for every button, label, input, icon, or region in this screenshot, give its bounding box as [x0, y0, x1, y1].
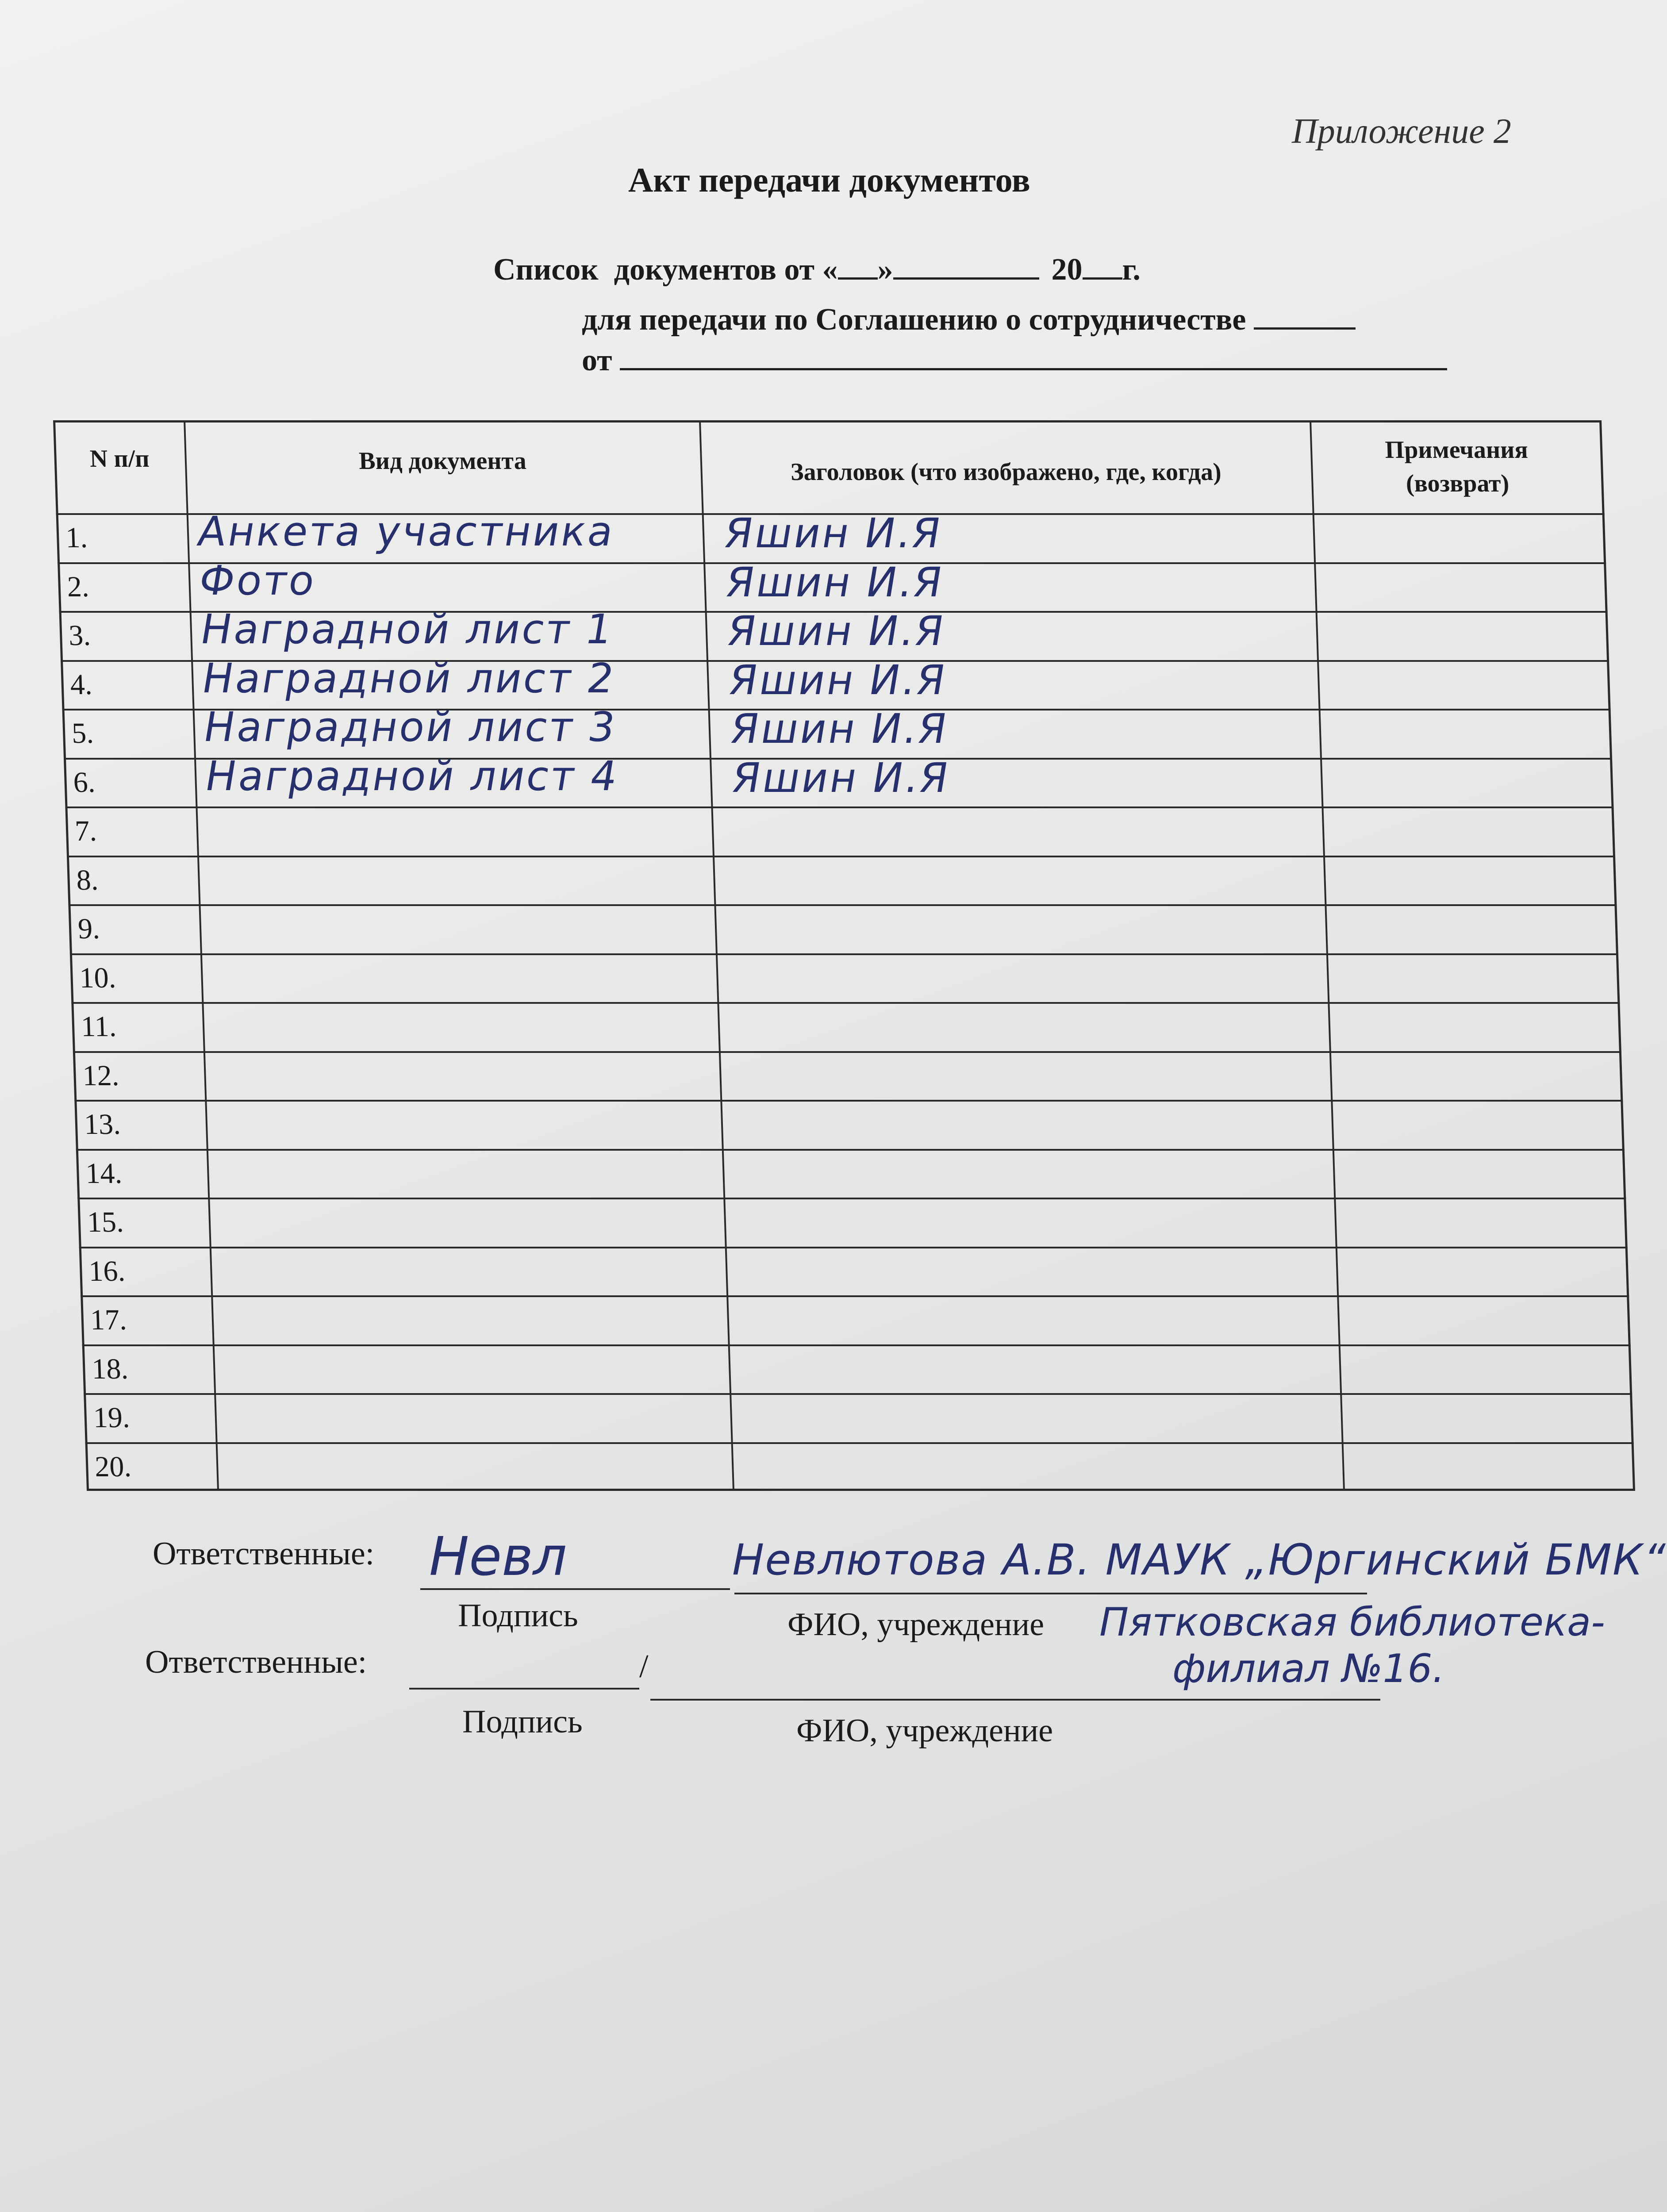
document-title: Акт передачи документов	[628, 161, 1030, 199]
header-number: N п/п	[89, 445, 150, 472]
agreement-blank	[1254, 300, 1356, 330]
agreement-line	[582, 300, 1356, 338]
row-number: 12.	[82, 1059, 120, 1092]
row-divider	[79, 1247, 1628, 1248]
documents-table	[53, 420, 1635, 1491]
row-divider	[71, 1002, 1620, 1004]
doc-type-cell: Анкета участника	[197, 508, 615, 555]
doc-type-cell: Наградной лист 4	[205, 752, 619, 800]
institution-1-line2: филиал №16.	[1172, 1646, 1445, 1691]
institution-1-line1: Пятковская библиотека-	[1099, 1599, 1605, 1645]
row-divider	[65, 806, 1613, 808]
from-label: от	[582, 343, 612, 377]
row-divider	[74, 1100, 1623, 1102]
fio-1: Невлютова А.В. МАУК „Юргинский БМК“	[732, 1535, 1667, 1585]
row-number: 17.	[89, 1304, 127, 1336]
signature-1: Невл	[429, 1526, 567, 1588]
title-cell: Яшин И.Я	[730, 705, 949, 753]
doc-type-cell: Наградной лист 3	[204, 703, 618, 751]
title-cell: Яшин И.Я	[725, 558, 945, 606]
signature-line-1	[420, 1588, 730, 1590]
header-notes: Примечания (возврат)	[1384, 436, 1529, 497]
row-number: 13.	[83, 1108, 121, 1141]
row-divider	[68, 904, 1617, 906]
row-divider	[76, 1149, 1625, 1151]
row-divider	[73, 1051, 1621, 1053]
list-date-line	[493, 250, 1141, 288]
signature-line-2	[409, 1688, 639, 1690]
title-cell: Яшин И.Я	[728, 656, 948, 704]
row-number: 18.	[91, 1352, 129, 1385]
header-title: Заголовок (что изображено, где, когда)	[790, 458, 1222, 486]
month-blank	[893, 250, 1039, 280]
row-number: 6.	[73, 766, 96, 799]
row-number: 19.	[92, 1402, 131, 1434]
row-number: 16.	[88, 1255, 126, 1287]
row-divider	[77, 1198, 1626, 1199]
row-divider	[81, 1295, 1629, 1297]
doc-type-cell: Наградной лист 1	[200, 606, 615, 653]
row-divider	[85, 1442, 1634, 1444]
day-blank	[838, 250, 878, 280]
row-number: 3.	[68, 619, 91, 652]
fio-caption-1: ФИО, учреждение	[787, 1606, 1045, 1643]
agreement-text: для передачи по Соглашению о сотрудничестве	[582, 303, 1246, 337]
doc-type-cell: Наградной лист 2	[202, 654, 616, 702]
list-suffix: г.	[1122, 253, 1141, 287]
responsible-label-2: Ответственные:	[145, 1644, 367, 1680]
row-number: 4.	[69, 668, 93, 701]
row-number: 20.	[94, 1450, 132, 1483]
signature-caption-1: Подпись	[458, 1598, 578, 1634]
row-divider	[84, 1393, 1632, 1395]
fio-line-2	[650, 1699, 1380, 1701]
signature-caption-2: Подпись	[462, 1704, 583, 1740]
from-blank	[620, 341, 1447, 370]
row-number: 15.	[86, 1206, 124, 1238]
title-cell: Яшин И.Я	[724, 510, 943, 557]
row-number: 2.	[66, 570, 90, 603]
row-number: 8.	[76, 864, 99, 896]
fio-caption-2: ФИО, учреждение	[796, 1713, 1053, 1749]
list-mid: »	[877, 253, 893, 287]
title-cell: Яшин И.Я	[731, 754, 951, 802]
header-doc-type: Вид документа	[358, 447, 527, 475]
row-number: 14.	[85, 1157, 123, 1190]
list-prefix: Список документов от «	[493, 253, 838, 287]
row-number: 11.	[80, 1010, 117, 1043]
appendix-label: Приложение 2	[1292, 112, 1511, 151]
separator-slash: /	[639, 1648, 649, 1685]
row-number: 1.	[65, 522, 88, 554]
list-year: 20	[1051, 253, 1083, 287]
fio-line-1	[734, 1593, 1367, 1594]
doc-type-cell: Фото	[199, 557, 316, 604]
from-line	[582, 341, 1447, 378]
year-blank	[1083, 250, 1122, 280]
row-number: 9.	[77, 913, 100, 945]
title-cell: Яшин И.Я	[727, 607, 946, 655]
responsible-label-1: Ответственные:	[153, 1536, 375, 1572]
row-divider	[70, 953, 1618, 955]
row-number: 10.	[79, 961, 117, 994]
row-divider	[67, 856, 1615, 857]
row-number: 5.	[71, 717, 94, 749]
row-number: 7.	[74, 815, 97, 847]
row-divider	[82, 1344, 1631, 1346]
